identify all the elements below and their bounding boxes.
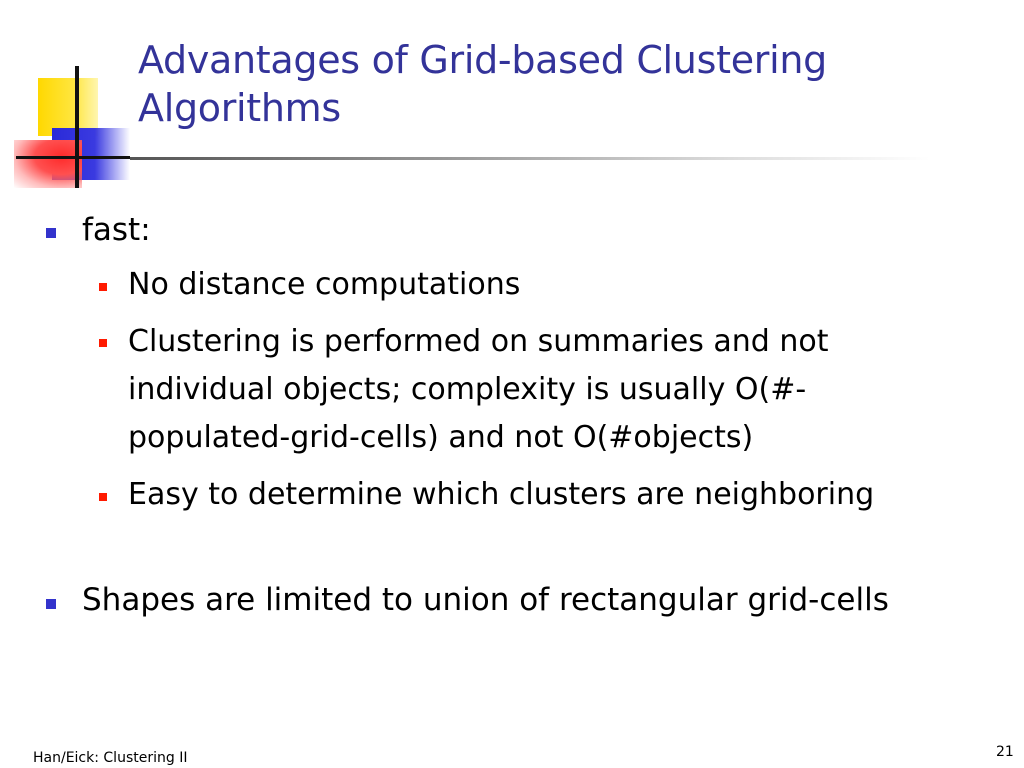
title-underline — [130, 157, 930, 160]
slide-title: Advantages of Grid-based Clustering Algorithms — [138, 38, 827, 130]
page-number: 21 — [996, 744, 1014, 760]
square-bullet-icon — [46, 228, 56, 238]
sub-bullet-item: No distance computations — [128, 267, 521, 302]
red-square — [14, 140, 82, 188]
small-square-bullet-icon — [99, 283, 107, 291]
small-square-bullet-icon — [99, 493, 107, 501]
vertical-line — [75, 66, 79, 188]
sub-bullet-item: Clustering is performed on summaries and not individual objects; complexity is usually O(#-populated-grid-cells) and not O(#objects) — [128, 324, 829, 455]
bullet-item: fast: — [82, 212, 151, 248]
grid-squares-logo-icon — [0, 0, 140, 200]
small-square-bullet-icon — [99, 339, 107, 347]
sub-bullet-item: Easy to determine which clusters are neighboring — [128, 477, 875, 512]
square-bullet-icon — [46, 599, 56, 609]
horizontal-line — [16, 156, 130, 159]
footer-author: Han/Eick: Clustering II — [33, 750, 188, 766]
bullet-item: Shapes are limited to union of rectangular grid-cells — [82, 582, 889, 618]
